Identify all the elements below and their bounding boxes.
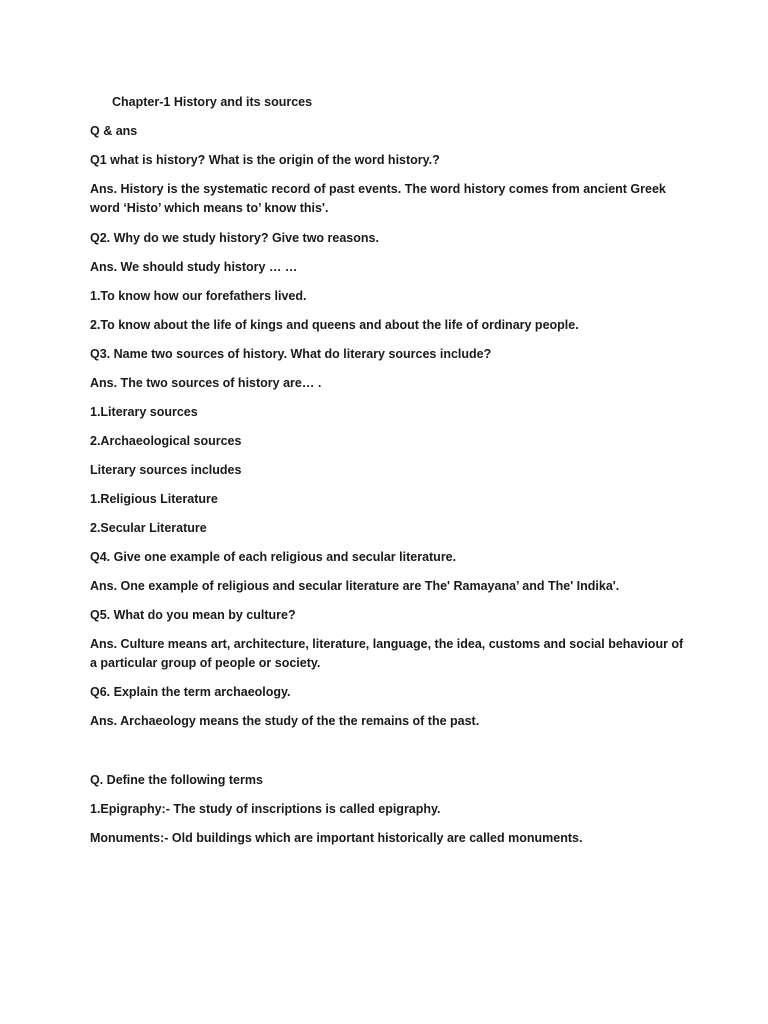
answer-2-point-1: 1.To know how our forefathers lived.	[90, 289, 307, 303]
answer-3-includes-1: 1.Religious Literature	[90, 492, 218, 506]
question-2: Q2. Why do we study history? Give two reasons.	[90, 231, 379, 245]
definition-monuments: Monuments:- Old buildings which are important historically are called monuments.	[90, 831, 583, 845]
section-subtitle: Q & ans	[90, 124, 138, 138]
chapter-title: Chapter-1 History and its sources	[112, 95, 313, 109]
question-6: Q6. Explain the term archaeology.	[90, 685, 291, 699]
definition-epigraphy: 1.Epigraphy:- The study of inscriptions is called epigraphy.	[90, 802, 441, 816]
question-1: Q1 what is history? What is the origin of the word history.?	[90, 153, 440, 167]
answer-3: Ans. The two sources of history are… .	[90, 376, 322, 390]
answer-3-includes-2: 2.Secular Literature	[90, 521, 207, 535]
question-3: Q3. Name two sources of history. What do literary sources include?	[90, 347, 492, 361]
answer-3-point-1: 1.Literary sources	[90, 405, 198, 419]
answer-2-point-2: 2.To know about the life of kings and queens and about the life of ordinary people.	[90, 318, 579, 332]
question-4: Q4. Give one example of each religious and secular literature.	[90, 550, 457, 564]
answer-5: Ans. Culture means art, architecture, literature, language, the idea, customs and social behaviour of a particular group of people or society.	[90, 637, 684, 670]
answer-3-includes-heading: Literary sources includes	[90, 463, 242, 477]
answer-2: Ans. We should study history … …	[90, 260, 298, 274]
answer-6: Ans. Archaeology means the study of the the remains of the past.	[90, 714, 480, 728]
answer-1: Ans. History is the systematic record of past events. The word history comes from ancient Greek word ‘Histo’ which means to’ know this'.	[90, 182, 666, 215]
answer-4: Ans. One example of religious and secular literature are The' Ramayana’ and The' Indika'.	[90, 579, 620, 593]
question-5: Q5. What do you mean by culture?	[90, 608, 296, 622]
define-terms-heading: Q. Define the following terms	[90, 773, 263, 787]
answer-3-point-2: 2.Archaeological sources	[90, 434, 242, 448]
